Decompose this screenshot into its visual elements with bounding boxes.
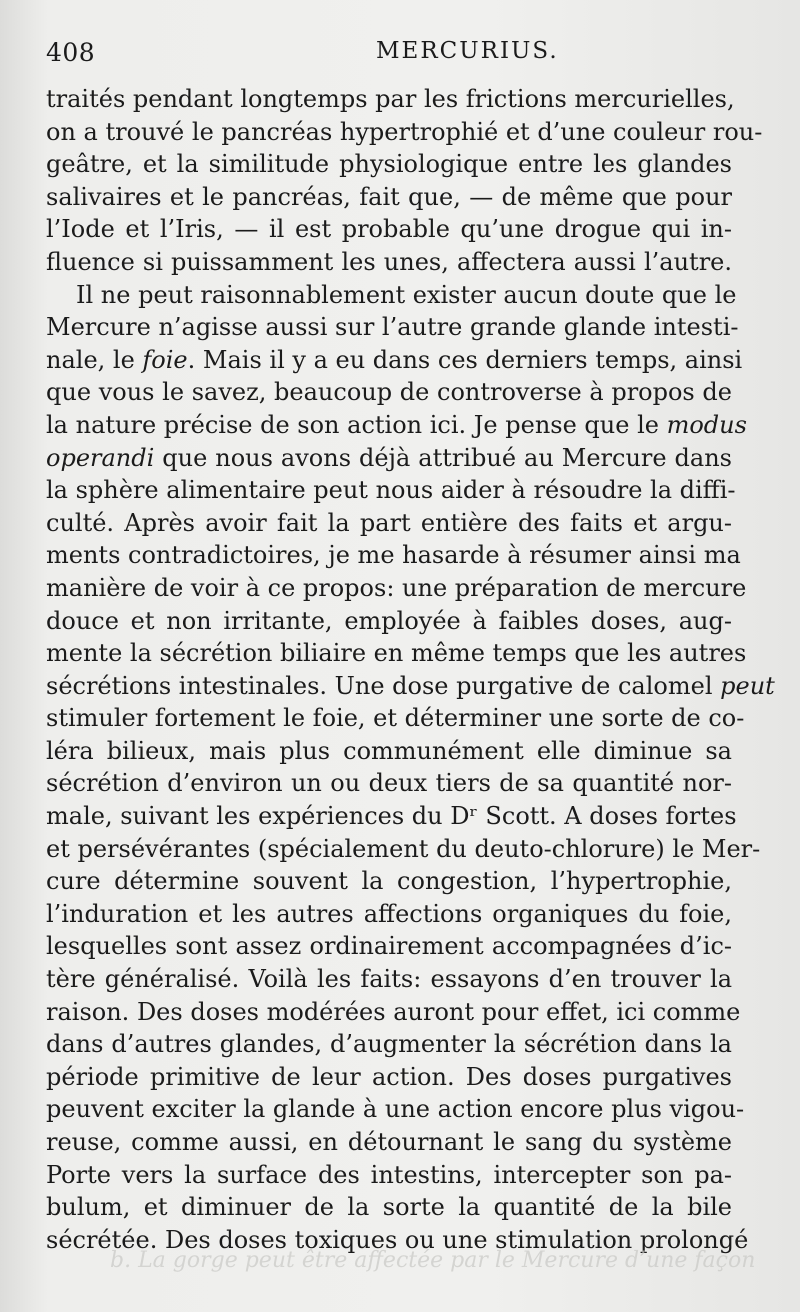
text-line: stimuler fortement le foie, et déterminer une sorte de co- [46, 704, 745, 733]
italic-segment: peut [720, 671, 775, 700]
text-line: Porte vers la surface des intestins, intercepter son pa- [46, 1160, 732, 1189]
text-line: manière de voir à ce propos: une préparation de mercure [46, 573, 747, 602]
text-line: bulum, et diminuer de la sorte la quantité de la bile [46, 1193, 732, 1222]
text-line: tère généralisé. Voilà les faits: essayons d’en trouver la [46, 965, 732, 994]
bleed-through-text: b. La gorge peut être affectée par le Mercure d’une façon [110, 1248, 756, 1273]
text-line: fluence si puissamment les unes, affectera aussi l’autre. [46, 247, 732, 276]
text-line: dans d’autres glandes, d’augmenter la sécrétion dans la [46, 1030, 732, 1059]
italic-segment: modus [666, 410, 747, 439]
text-segment: que nous avons déjà attribué au Mercure dans [154, 443, 732, 472]
text-line: la sphère alimentaire peut nous aider à résoudre la diffi- [46, 476, 736, 505]
text-line [46, 344, 743, 377]
text-line: culté. Après avoir fait la part entière des faits et argu- [46, 508, 732, 537]
text-segment: . Mais il y a eu dans ces derniers temps, ainsi [187, 345, 743, 374]
page-number: 408 [46, 38, 96, 67]
text-line: que vous le savez, beaucoup de controverse à propos de [46, 378, 732, 407]
text-line: sécrétion d’environ un ou deux tiers de sa quantité nor- [46, 769, 732, 798]
text-line: l’Iode et l’Iris, — il est probable qu’une drogue qui in- [46, 215, 732, 244]
italic-segment: foie [142, 345, 188, 374]
text-line: douce et non irritante, employée à faibles doses, aug- [46, 606, 732, 635]
text-line: Mercure n’agisse aussi sur l’autre grande glande intesti- [46, 313, 739, 342]
text-line: léra bilieux, mais plus communément elle diminue sa [46, 736, 732, 765]
text-line [46, 409, 747, 442]
text-line: lesquelles sont assez ordinairement accompagnées d’ic- [46, 932, 732, 961]
body-text [46, 83, 775, 1256]
text-line: période primitive de leur action. Des doses purgatives [46, 1062, 732, 1091]
text-line: reuse, comme aussi, en détournant le sang du système [46, 1128, 732, 1156]
text-line [46, 670, 775, 703]
text-line: geâtre, et la similitude physiologique entre les glandes [46, 150, 732, 179]
text-line: mente la sécrétion biliaire en même temps que les autres [46, 639, 747, 668]
running-head: MERCURIUS. [376, 38, 559, 64]
text-line: salivaires et le pancréas, fait que, — de même que pour [46, 182, 732, 211]
text-line: male, suivant les expériences du Dʳ Scott. A doses fortes [46, 802, 737, 831]
page-header [46, 38, 770, 72]
text-segment: la nature précise de son action ici. Je pense que le [46, 410, 667, 439]
text-line [46, 442, 732, 475]
italic-segment: operandi [46, 443, 155, 472]
text-line: on a trouvé le pancréas hypertrophié et d’une couleur rou- [46, 117, 763, 146]
text-line: ments contradictoires, je me hasarde à résumer ainsi ma [46, 541, 741, 570]
text-line: l’induration et les autres affections organiques du foie, [46, 899, 732, 928]
text-segment: sécrétions intestinales. Une dose purgative de calomel [46, 671, 721, 700]
text-line: cure détermine souvent la congestion, l’hypertrophie, [46, 867, 732, 896]
text-line: traités pendant longtemps par les frictions mercurielles, [46, 85, 735, 113]
text-segment: nale, le [46, 345, 143, 374]
text-line: raison. Des doses modérées auront pour effet, ici comme [46, 997, 741, 1026]
text-line: peuvent exciter la glande à une action encore plus vigou- [46, 1095, 745, 1124]
text-line: et persévérantes (spécialement du deuto-chlorure) le Mer- [46, 834, 761, 863]
text-line: Il ne peut raisonnablement exister aucun doute que le [76, 280, 737, 309]
text-line: sécrétée. Des doses toxiques ou une stimulation prolongé [46, 1225, 749, 1254]
